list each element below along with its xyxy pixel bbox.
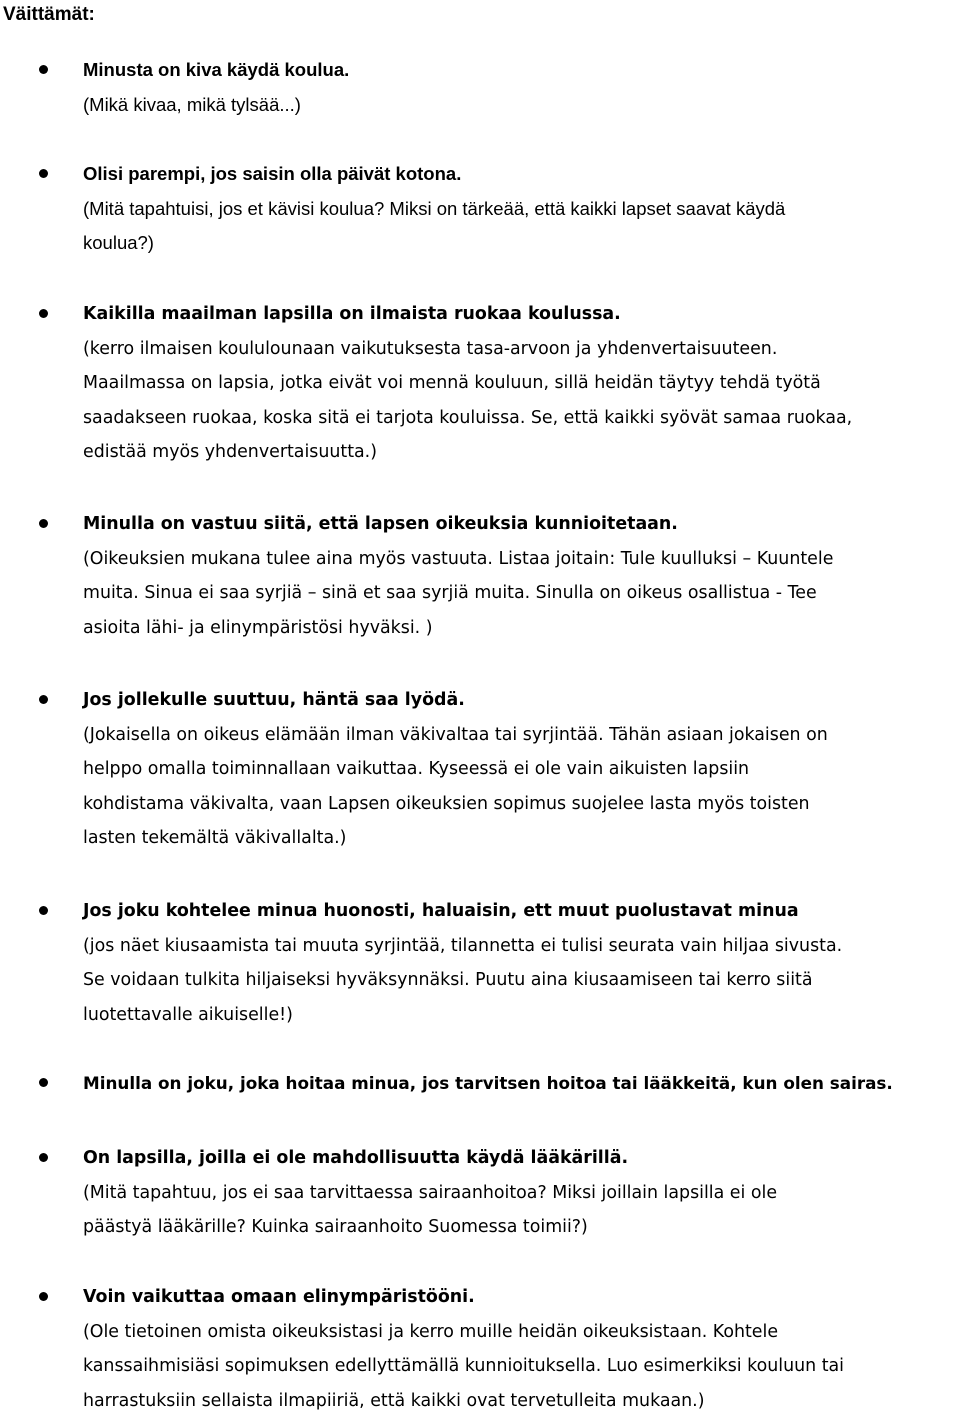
note-line: kanssaihmisiäsi sopimuksen edellyttämällä kunnioituksella. Luo esimerkiksi kouluun tai bbox=[83, 1356, 845, 1376]
note-line: muita. Sinua ei saa syrjiä – sinä et saa syrjiä muita. Sinulla on oikeus osallistua - Tee bbox=[83, 583, 817, 603]
statement-item bbox=[83, 297, 959, 470]
statement-text: Voin vaikuttaa omaan elinympäristööni. bbox=[83, 1287, 475, 1307]
statement-item bbox=[83, 157, 959, 261]
bullet-icon bbox=[39, 65, 48, 74]
statement-text: Kaikilla maailman lapsilla on ilmaista ruokaa koulussa. bbox=[83, 304, 621, 324]
note-line: (kerro ilmaisen koululounaan vaikutuksesta tasa-arvoon ja yhdenvertaisuuteen. bbox=[83, 338, 778, 359]
statement-item bbox=[83, 1066, 959, 1101]
statement-text: Minulla on vastuu siitä, että lapsen oikeuksia kunnioitetaan. bbox=[83, 514, 678, 534]
statement-text: On lapsilla, joilla ei ole mahdollisuutta käydä lääkärillä. bbox=[83, 1148, 629, 1168]
note-line: (Mitä tapahtuu, jos ei saa tarvittaessa sairaanhoitoa? Miksi joillain lapsilla ei ole bbox=[83, 1182, 778, 1203]
bullet-icon bbox=[39, 169, 48, 178]
statement-text: Olisi parempi, jos saisin olla päivät kotona. bbox=[83, 163, 462, 184]
statement-note bbox=[83, 542, 959, 646]
note-line: kohdistama väkivalta, vaan Lapsen oikeuksien sopimus suojelee lasta myös toisten bbox=[83, 793, 810, 814]
note-line: koulua?) bbox=[83, 232, 154, 253]
note-line: (Jokaisella on oikeus elämään ilman väkivaltaa tai syrjintää. Tähän asiaan jokaisen on bbox=[83, 724, 828, 745]
note-line: (jos näet kiusaamista tai muuta syrjintää, tilannetta ei tulisi seurata vain hiljaa sivusta. bbox=[83, 935, 843, 956]
note-line: Se voidaan tulkita hiljaiseksi hyväksynnäksi. Puutu aina kiusaamiseen tai kerro siitä bbox=[83, 970, 813, 990]
statement-note bbox=[83, 192, 959, 261]
note-line: (Ole tietoinen omista oikeuksistasi ja kerro muille heidän oikeuksistaan. Kohtele bbox=[83, 1321, 779, 1342]
bullet-icon bbox=[39, 695, 48, 704]
statement-note bbox=[83, 718, 959, 856]
note-line: (Mikä kivaa, mikä tylsää...) bbox=[83, 93, 301, 115]
note-line: edistää myös yhdenvertaisuutta.) bbox=[83, 442, 377, 462]
note-line: saadakseen ruokaa, koska sitä ei tarjota kouluissa. Se, että kaikki syövät samaa ruokaa, bbox=[83, 407, 853, 428]
note-line: luotettavalle aikuiselle!) bbox=[83, 1004, 293, 1025]
statement-note bbox=[83, 1315, 959, 1418]
statement-item bbox=[83, 1280, 959, 1418]
bullet-icon bbox=[39, 519, 48, 528]
bullet-icon bbox=[39, 1153, 48, 1162]
bullet-icon bbox=[39, 1292, 48, 1301]
note-line: Maailmassa on lapsia, jotka eivät voi mennä kouluun, sillä heidän täytyy tehdä työtä bbox=[83, 373, 821, 393]
note-line: helppo omalla toiminnallaan vaikuttaa. Kyseessä ei ole vain aikuisten lapsiin bbox=[83, 759, 750, 779]
statement-item bbox=[83, 894, 959, 1032]
page-heading: Väittämät: bbox=[3, 4, 95, 25]
note-line: päästyä lääkärille? Kuinka sairaanhoito Suomessa toimii?) bbox=[83, 1217, 588, 1237]
bullet-icon bbox=[39, 309, 48, 318]
statement-note bbox=[83, 1176, 959, 1245]
statement-text: Minulla on joku, joka hoitaa minua, jos tarvitsen hoitoa tai lääkkeitä, kun olen sairas. bbox=[83, 1073, 893, 1093]
note-line: harrastuksiin sellaista ilmapiiriä, että kaikki ovat tervetulleita mukaan.) bbox=[83, 1390, 705, 1411]
statement-item bbox=[83, 683, 959, 856]
statement-text: Jos joku kohtelee minua huonosti, haluaisin, ett muut puolustavat minua bbox=[83, 901, 799, 921]
statement-note bbox=[83, 332, 959, 470]
bullet-icon bbox=[39, 906, 48, 915]
note-line: (Oikeuksien mukana tulee aina myös vastuuta. Listaa joitain: Tule kuulluksi – Kuuntele bbox=[83, 548, 834, 569]
statement-note bbox=[83, 929, 959, 1033]
note-line: (Mitä tapahtuisi, jos et kävisi koulua? Miksi on tärkeää, että kaikki lapset saavat käydä bbox=[83, 197, 786, 219]
statement-item bbox=[83, 53, 959, 122]
statement-item bbox=[83, 507, 959, 645]
statement-note bbox=[83, 88, 959, 123]
note-line: lasten tekemältä väkivallalta.) bbox=[83, 828, 347, 848]
statement-text: Jos jollekulle suuttuu, häntä saa lyödä. bbox=[83, 690, 465, 710]
note-line: asioita lähi- ja elinympäristösi hyväksi. ) bbox=[83, 617, 433, 638]
statement-item bbox=[83, 1141, 959, 1245]
statement-text: Minusta on kiva käydä koulua. bbox=[83, 59, 350, 80]
bullet-icon bbox=[39, 1078, 48, 1087]
